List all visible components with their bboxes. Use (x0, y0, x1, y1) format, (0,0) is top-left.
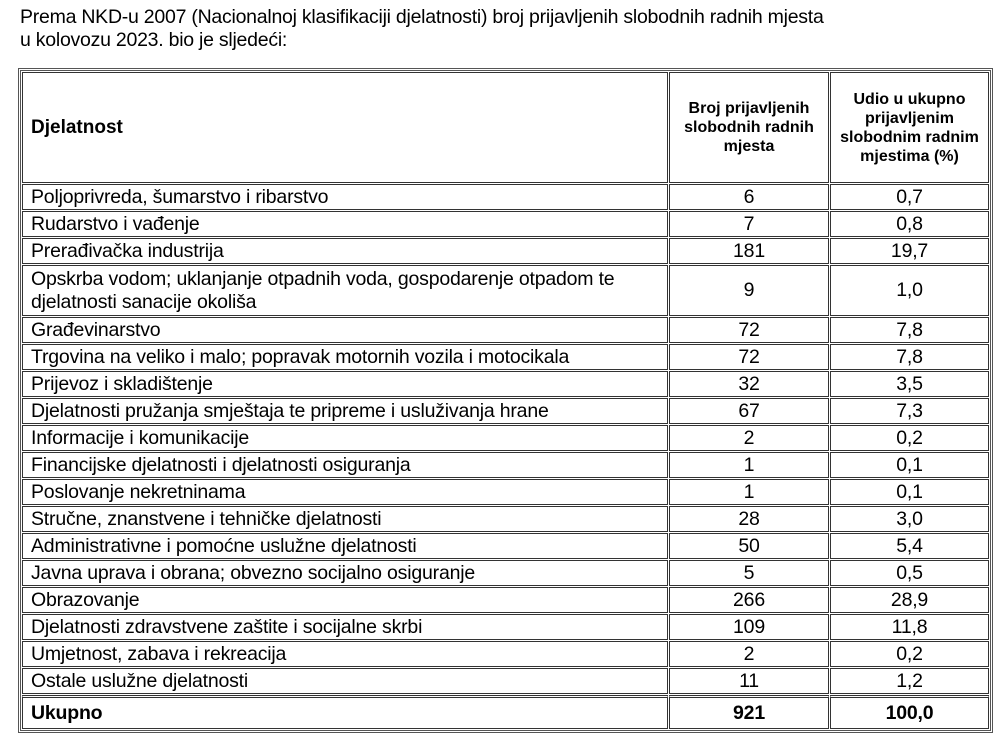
table-row (22, 317, 989, 343)
count-cell: 7 (669, 211, 829, 237)
count-cell: 266 (669, 587, 829, 613)
table-row (22, 184, 989, 210)
header-share: Udio u ukupno prijavljenim slobodnim radnim mjestima (%) (830, 72, 989, 183)
table-header-row (22, 72, 989, 183)
table-row (22, 265, 989, 316)
share-cell: 3,5 (830, 371, 989, 397)
share-cell: 1,0 (830, 265, 989, 316)
count-cell: 67 (669, 398, 829, 424)
activity-cell: Građevinarstvo (22, 317, 668, 343)
table-row (22, 452, 989, 478)
count-cell: 50 (669, 533, 829, 559)
intro-line-2: u kolovozu 2023. bio je sljedeći: (20, 29, 288, 51)
header-activity: Djelatnost (22, 72, 668, 183)
share-cell: 0,5 (830, 560, 989, 586)
table-row (22, 425, 989, 451)
share-cell: 7,3 (830, 398, 989, 424)
table-row (22, 211, 989, 237)
count-cell: 1 (669, 479, 829, 505)
total-label: Ukupno (22, 695, 668, 729)
share-cell: 0,1 (830, 452, 989, 478)
share-cell: 1,2 (830, 668, 989, 694)
activity-cell: Umjetnost, zabava i rekreacija (22, 641, 668, 667)
activity-cell: Djelatnosti pružanja smještaja te pripreme i usluživanja hrane (22, 398, 668, 424)
activity-cell: Poslovanje nekretninama (22, 479, 668, 505)
count-cell: 1 (669, 452, 829, 478)
share-cell: 0,1 (830, 479, 989, 505)
intro-line-1: Prema NKD-u 2007 (Nacionalnoj klasifikaciji djelatnosti) broj prijavljenih slobodnih radnih mjesta (20, 6, 824, 28)
share-cell: 0,7 (830, 184, 989, 210)
share-cell: 3,0 (830, 506, 989, 532)
share-cell: 7,8 (830, 317, 989, 343)
activity-cell: Javna uprava i obrana; obvezno socijalno osiguranje (22, 560, 668, 586)
activity-cell: Prijevoz i skladištenje (22, 371, 668, 397)
table-total-row (22, 695, 989, 729)
count-cell: 32 (669, 371, 829, 397)
share-cell: 0,2 (830, 641, 989, 667)
count-cell: 72 (669, 344, 829, 370)
count-cell: 5 (669, 560, 829, 586)
table-body (22, 184, 989, 694)
table-row (22, 641, 989, 667)
table-row (22, 614, 989, 640)
count-cell: 181 (669, 238, 829, 264)
intro-paragraph (20, 6, 990, 52)
table-row (22, 344, 989, 370)
table-row (22, 371, 989, 397)
table-row (22, 238, 989, 264)
share-cell: 19,7 (830, 238, 989, 264)
count-cell: 72 (669, 317, 829, 343)
activity-cell: Prerađivačka industrija (22, 238, 668, 264)
count-cell: 109 (669, 614, 829, 640)
activity-cell: Obrazovanje (22, 587, 668, 613)
count-cell: 2 (669, 425, 829, 451)
activity-cell: Djelatnosti zdravstvene zaštite i socijalne skrbi (22, 614, 668, 640)
count-cell: 11 (669, 668, 829, 694)
count-cell: 2 (669, 641, 829, 667)
share-cell: 28,9 (830, 587, 989, 613)
count-cell: 28 (669, 506, 829, 532)
table-row (22, 668, 989, 694)
share-cell: 0,2 (830, 425, 989, 451)
table-row (22, 533, 989, 559)
share-cell: 0,8 (830, 211, 989, 237)
activity-cell: Informacije i komunikacije (22, 425, 668, 451)
activity-cell: Financijske djelatnosti i djelatnosti osiguranja (22, 452, 668, 478)
vacancies-by-activity-table (21, 71, 990, 730)
activity-cell: Opskrba vodom; uklanjanje otpadnih voda, gospodarenje otpadom te djelatnosti sanacije okoliša (22, 265, 668, 316)
count-cell: 9 (669, 265, 829, 316)
total-share: 100,0 (830, 695, 989, 729)
table-row (22, 587, 989, 613)
share-cell: 7,8 (830, 344, 989, 370)
table-row (22, 506, 989, 532)
activity-cell: Ostale uslužne djelatnosti (22, 668, 668, 694)
total-count: 921 (669, 695, 829, 729)
count-cell: 6 (669, 184, 829, 210)
vacancies-table-frame (18, 68, 993, 733)
activity-cell: Trgovina na veliko i malo; popravak motornih vozila i motocikala (22, 344, 668, 370)
activity-cell: Poljoprivreda, šumarstvo i ribarstvo (22, 184, 668, 210)
share-cell: 11,8 (830, 614, 989, 640)
table-row (22, 398, 989, 424)
activity-cell: Stručne, znanstvene i tehničke djelatnosti (22, 506, 668, 532)
table-row (22, 560, 989, 586)
share-cell: 5,4 (830, 533, 989, 559)
activity-cell: Rudarstvo i vađenje (22, 211, 668, 237)
activity-cell: Administrativne i pomoćne uslužne djelatnosti (22, 533, 668, 559)
header-count: Broj prijavljenih slobodnih radnih mjesta (669, 72, 829, 183)
table-row (22, 479, 989, 505)
